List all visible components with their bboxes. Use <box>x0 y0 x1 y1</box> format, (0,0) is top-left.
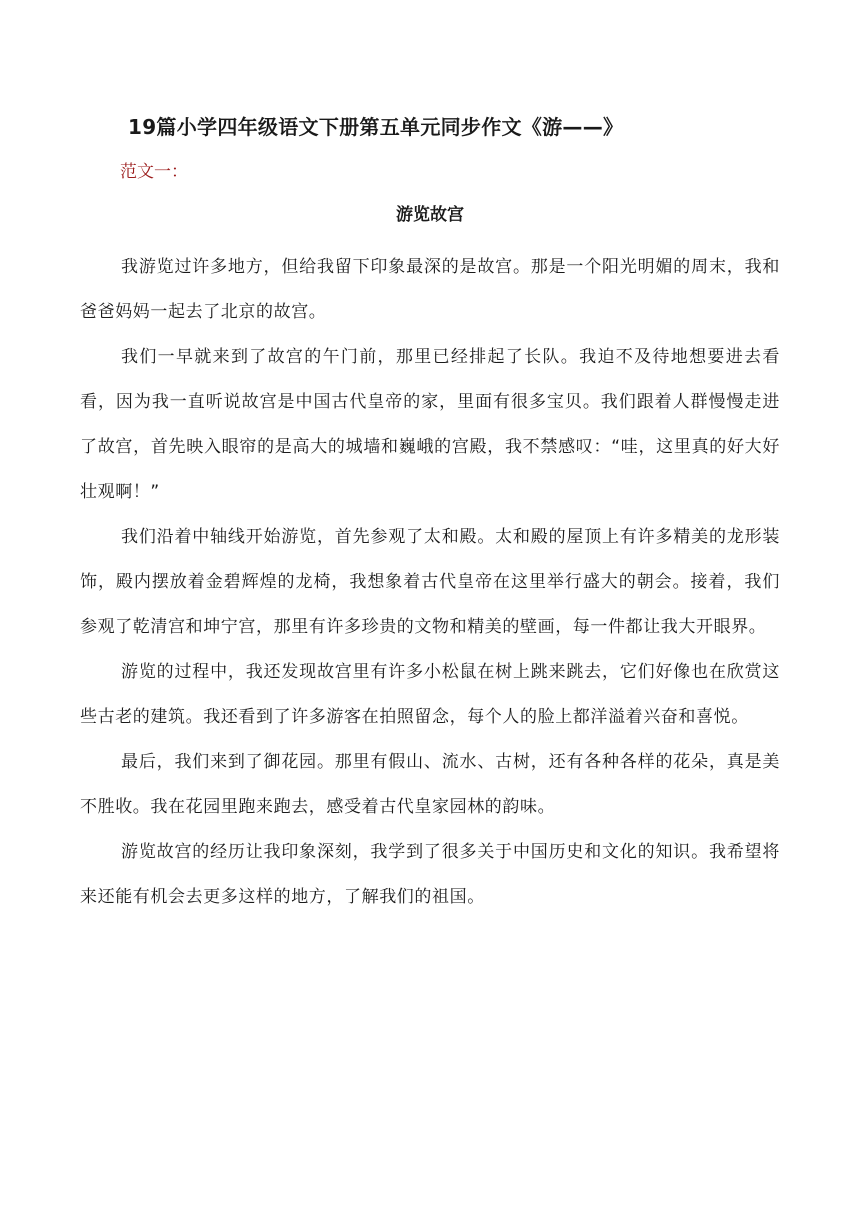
essay-title: 游览故宫 <box>396 205 464 225</box>
paragraph: 最后，我们来到了御花园。那里有假山、流水、古树，还有各种各样的花朵，真是美不胜收。我在花园里跑来跑去，感受着古代皇家园林的韵味。 <box>80 752 780 817</box>
paragraph: 游览的过程中，我还发现故宫里有许多小松鼠在树上跳来跳去，它们好像也在欣赏这些古老的建筑。我还看到了许多游客在拍照留念，每个人的脸上都洋溢着兴奋和喜悦。 <box>80 662 780 727</box>
paragraph: 我们沿着中轴线开始游览，首先参观了太和殿。太和殿的屋顶上有许多精美的龙形装饰，殿内摆放着金碧辉煌的龙椅，我想象着古代皇帝在这里举行盛大的朝会。接着，我们参观了乾清宫和坤宁宫，那里有许多珍贵的文物和精美的壁画，每一件都让我大开眼界。 <box>80 527 780 637</box>
paragraph: 我们一早就来到了故宫的午门前，那里已经排起了长队。我迫不及待地想要进去看看，因为我一直听说故宫是中国古代皇帝的家，里面有很多宝贝。我们跟着人群慢慢走进了故宫，首先映入眼帘的是高大的城墙和巍峨的宫殿，我不禁感叹：“哇，这里真的好大好壮观啊！” <box>80 347 780 502</box>
section-label: 范文一： <box>120 162 188 182</box>
paragraph: 我游览过许多地方，但给我留下印象最深的是故宫。那是一个阳光明媚的周末，我和爸爸妈妈一起去了北京的故宫。 <box>80 257 780 322</box>
essay-body <box>80 245 780 920</box>
document-title: 19篇小学四年级语文下册第五单元同步作文《游——》 <box>128 115 624 139</box>
paragraph: 游览故宫的经历让我印象深刻，我学到了很多关于中国历史和文化的知识。我希望将来还能有机会去更多这样的地方，了解我们的祖国。 <box>80 842 780 907</box>
